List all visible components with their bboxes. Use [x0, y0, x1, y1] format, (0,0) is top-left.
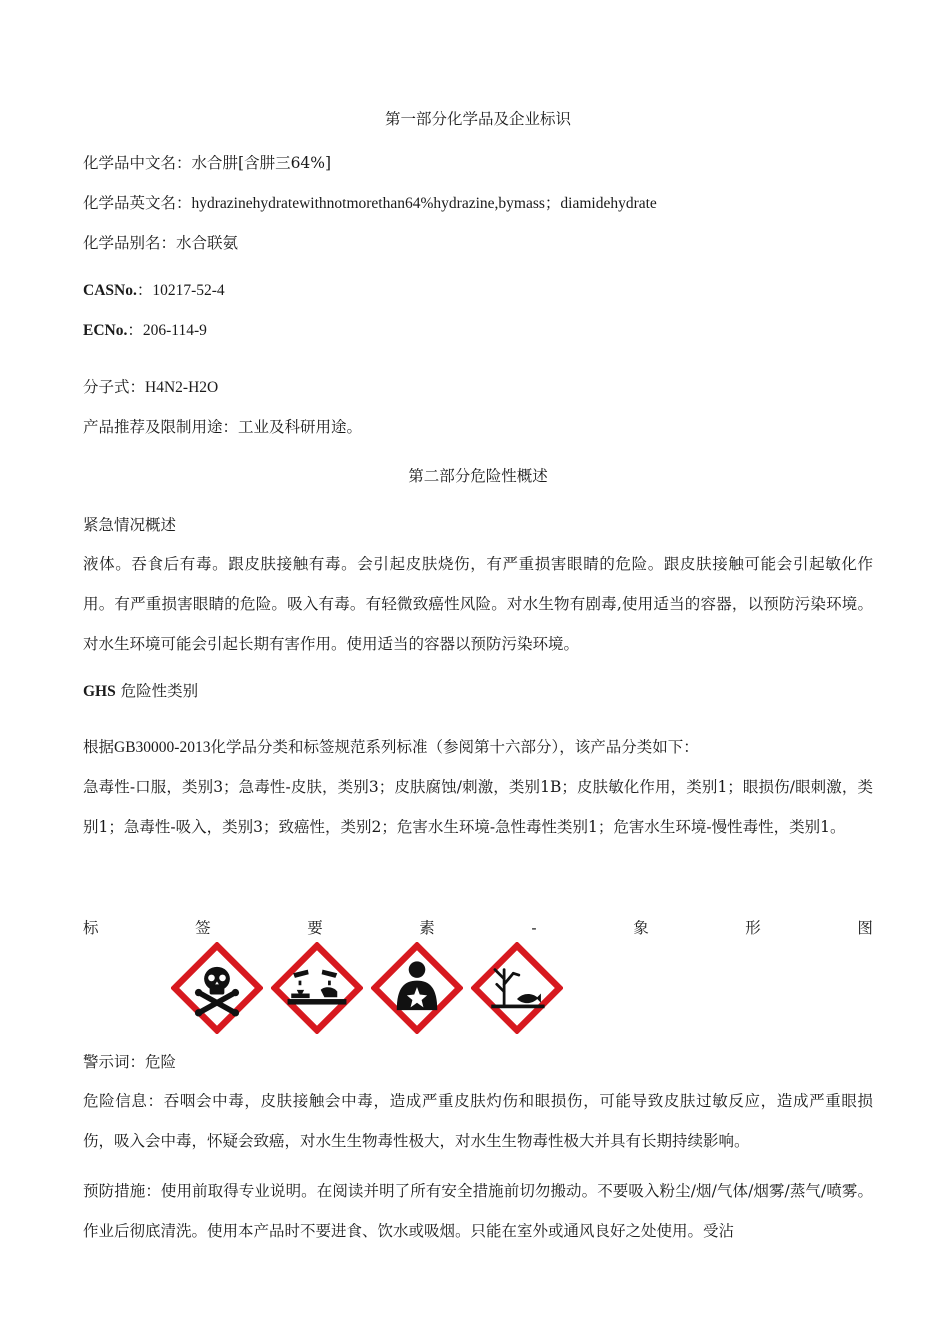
signal-word-label: 警示词： — [83, 1053, 146, 1071]
ghs-basis-post: 化学品分类和标签规范系列标准（参阅第十六部分），该产品分类如下： — [210, 738, 699, 756]
ghs-label: GHS — [83, 683, 116, 700]
alias-value: 水合联氨 — [176, 234, 239, 252]
en-name-row — [83, 192, 657, 215]
alias-label: 化学品别名： — [83, 234, 177, 252]
environment-icon — [471, 942, 563, 1034]
ghs-heading-rest: 危险性类别 — [120, 682, 199, 700]
emergency-text: 液体。吞食后有毒。跟皮肤接触有毒。会引起皮肤烧伤，有严重损害眼睛的危险。跟皮肤接触可能会引起敏化作用。有严重损害眼睛的危险。吸入有毒。有轻微致癌性风险。对水生物有剧毒,使用适当的容器，以预防污染环境。对水生环境可能会引起长期有害作用。使用适当的容器以预防污染环境。 — [83, 555, 873, 653]
hazard-info — [83, 1081, 873, 1161]
formula-label: 分子式： — [83, 378, 146, 396]
label-char: 签 — [195, 919, 211, 937]
label-elements-heading — [83, 917, 873, 939]
formula-value: H4N2-H2O — [145, 379, 219, 396]
label-char: 要 — [307, 919, 323, 937]
prevention — [83, 1171, 873, 1251]
cas-row — [83, 279, 225, 302]
cas-value: 10217-52-4 — [152, 282, 225, 299]
ec-sep: ： — [127, 321, 143, 339]
use-row — [83, 416, 362, 438]
emergency-heading: 紧急情况概述 — [83, 516, 177, 534]
hazard-info-label: 危险信息： — [83, 1092, 164, 1110]
prevention-text: 使用前取得专业说明。在阅读并明了所有安全措施前切勿搬动。不要吸入粉尘/烟/气体/烟雾/蒸气/喷雾。作业后彻底清洗。使用本产品时不要进食、饮水或吸烟。只能在室外或通风良好之处使用。受沾 — [83, 1182, 873, 1240]
label-char: - — [531, 919, 537, 937]
ec-value: 206-114-9 — [142, 322, 207, 339]
cn-name-row — [83, 152, 331, 174]
label-char: 素 — [419, 919, 435, 937]
section2-title: 第二部分危险性概述 — [408, 467, 548, 485]
section1-title: 第一部分化学品及企业标识 — [384, 110, 571, 128]
signal-word-row — [83, 1051, 176, 1073]
label-char: 象 — [633, 919, 649, 937]
cas-sep: ： — [136, 281, 153, 299]
corrosion-icon — [271, 942, 363, 1034]
alias-row — [83, 232, 238, 254]
ghs-basis-std: GB30000-2013 — [114, 739, 211, 756]
label-char: 图 — [857, 919, 873, 937]
use-label: 产品推荐及限制用途： — [83, 418, 239, 436]
ghs-heading — [83, 680, 198, 703]
use-value: 工业及科研用途。 — [238, 418, 363, 436]
health-hazard-icon — [371, 942, 463, 1034]
label-char: 形 — [745, 919, 761, 937]
cn-name-value: 水合肼[含肼三64%] — [191, 154, 332, 172]
ghs-pictograms — [171, 942, 563, 1034]
skull-crossbones-icon — [171, 942, 263, 1034]
ghs-classes: 急毒性-口服，类别3；急毒性-皮肤，类别3；皮肤腐蚀/刺激，类别1B；皮肤敏化作用，类别1；眼损伤/眼刺激，类别1；急毒性-吸入，类别3；致癌性，类别2；危害水生环境-急性毒性类别1；危害水生环境-慢性毒性，类别1。 — [83, 778, 873, 836]
signal-word-value: 危险 — [145, 1053, 177, 1071]
cn-name-label: 化学品中文名： — [83, 154, 192, 172]
ghs-basis-pre: 根据 — [83, 738, 115, 756]
ec-row — [83, 319, 207, 342]
ghs-basis — [83, 736, 699, 759]
prevention-label: 预防措施： — [83, 1182, 161, 1200]
cas-label: CASNo. — [83, 282, 137, 299]
en-name-label: 化学品英文名： — [83, 194, 192, 212]
en-name-value: hydrazinehydratewithnotmorethan64%hydrazine,bymass；diamidehydrate — [191, 195, 657, 212]
hazard-info-text: 吞咽会中毒，皮肤接触会中毒，造成严重皮肤灼伤和眼损伤，可能导致皮肤过敏反应，造成严重眼损伤，吸入会中毒，怀疑会致癌，对水生生物毒性极大，对水生生物毒性极大并具有长期持续影响。 — [83, 1092, 873, 1150]
label-char: 标 — [83, 919, 99, 937]
ec-label: ECNo. — [83, 322, 128, 339]
formula-row — [83, 376, 218, 399]
